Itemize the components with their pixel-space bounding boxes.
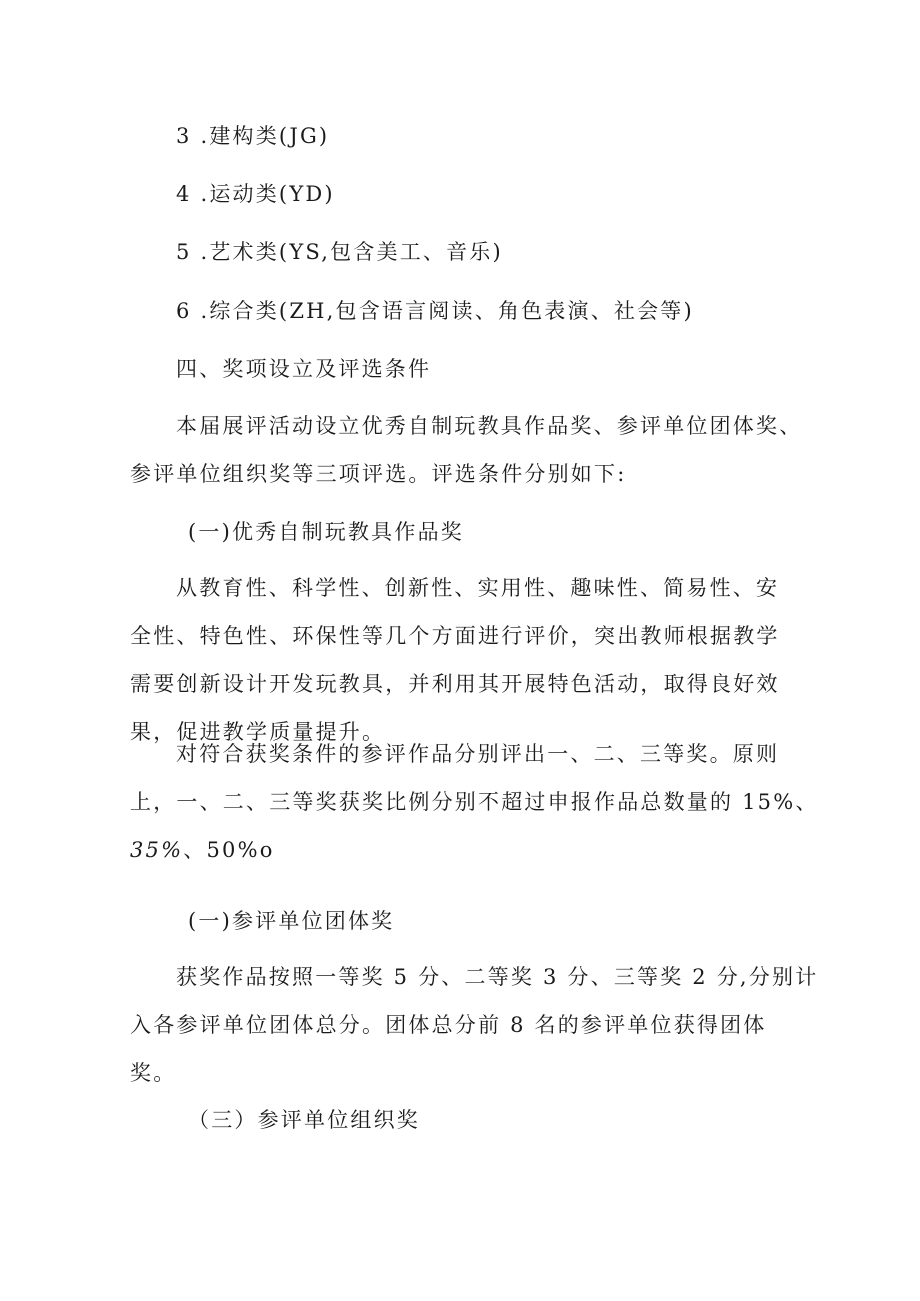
paragraph-line: 对符合获奖条件的参评作品分别评出一、二、三等奖。原则 xyxy=(176,742,780,766)
paragraph-line: 奖。 xyxy=(130,1061,177,1085)
section-four-heading: 四、奖项设立及评选条件 xyxy=(176,357,432,381)
paragraph-line: 全性、特色性、环保性等几个方面进行评价，突出教师根据教学 xyxy=(130,624,780,648)
remaining-percentages: 、50%o xyxy=(183,838,275,862)
paragraph-line: 获奖作品按照一等奖 5 分、二等奖 3 分、三等奖 2 分,分别计 xyxy=(176,965,819,989)
award-two-heading: (一)参评单位团体奖 xyxy=(188,909,395,933)
paragraph-line: 参评单位组织奖等三项评选。评选条件分别如下: xyxy=(130,462,627,486)
paragraph-line-last xyxy=(130,826,819,874)
section-four-intro-rest xyxy=(130,450,626,498)
category-number: 3 xyxy=(176,124,192,148)
award-three-heading: （三）参评单位组织奖 xyxy=(188,1108,420,1132)
category-item-4 xyxy=(176,180,335,208)
paragraph-line: 从教育性、科学性、创新性、实用性、趣味性、简易性、安 xyxy=(176,576,780,600)
category-label: .综合类(ZH,包含语言阅读、角色表演、社会等) xyxy=(200,299,694,323)
category-label: .运动类(YD) xyxy=(200,182,335,206)
award-two-text-first xyxy=(176,953,818,1001)
paragraph-line: 果，促进教学质量提升。 xyxy=(130,720,386,744)
paragraph-line: 需要创新设计开发玩教具，并利用其开展特色活动，取得良好效 xyxy=(130,672,780,696)
category-item-5 xyxy=(176,238,503,266)
paragraph-line: 上，一、二、三等奖获奖比例分别不超过申报作品总数量的 15%、 xyxy=(130,790,819,814)
category-item-6 xyxy=(176,297,694,325)
award-one-ratio-rest xyxy=(130,778,819,874)
award-one-heading: (一)优秀自制玩教具作品奖 xyxy=(188,520,464,544)
award-one-ratio-first xyxy=(176,730,779,778)
award-two-text-rest xyxy=(130,1001,767,1097)
paragraph-line: 入各参评单位团体总分。团体总分前 8 名的参评单位获得团体 xyxy=(130,1013,767,1037)
category-number: 6 xyxy=(176,299,192,323)
award-one-criteria-first xyxy=(176,564,779,612)
section-four-intro-first xyxy=(176,402,802,450)
category-label: .艺术类(YS,包含美工、音乐) xyxy=(200,240,503,264)
category-number: 5 xyxy=(176,240,192,264)
category-number: 4 xyxy=(176,182,192,206)
category-label: .建构类(JG) xyxy=(200,124,330,148)
italic-percentage: 35% xyxy=(130,838,184,862)
category-item-3 xyxy=(176,122,329,150)
paragraph-line: 本届展评活动设立优秀自制玩教具作品奖、参评单位团体奖、 xyxy=(176,414,803,438)
